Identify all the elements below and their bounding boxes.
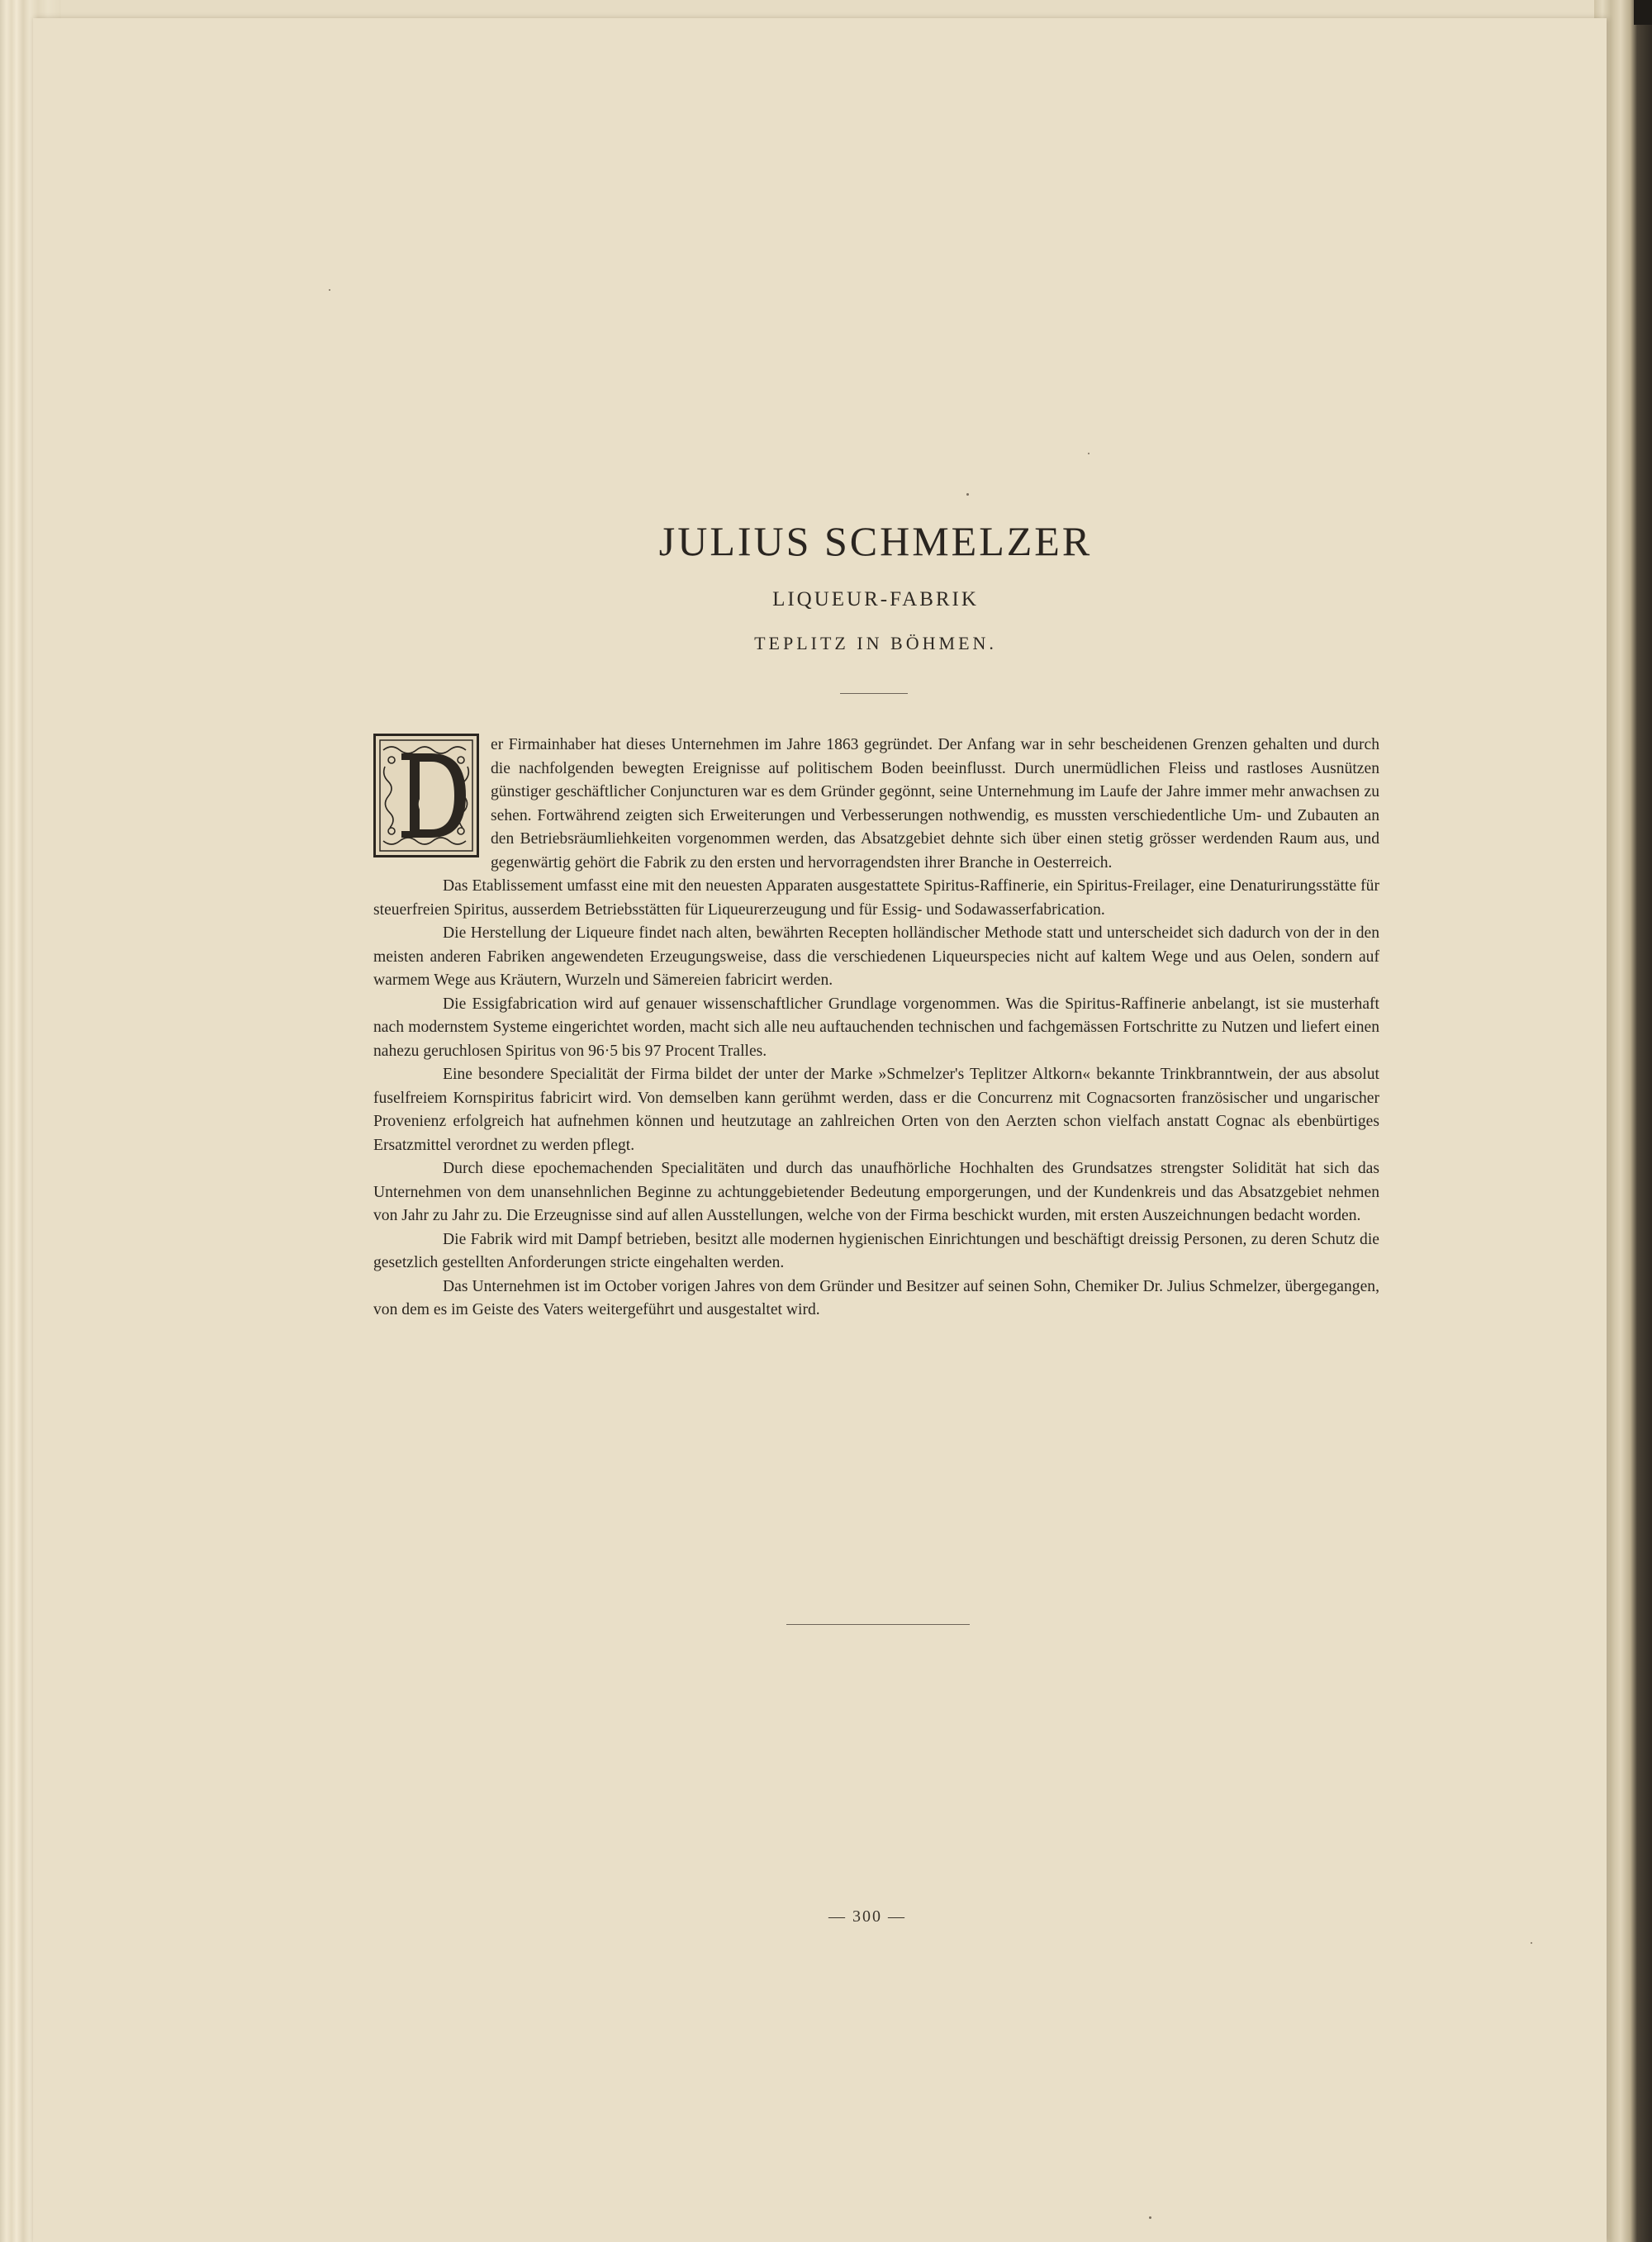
- location-line: TEPLITZ IN BÖHMEN.: [754, 633, 997, 653]
- paragraph-7: Die Fabrik wird mit Dampf betrieben, besitzt alle modernen hygienischen Einrichtungen und beschäftigt dreissig Personen, zu deren Schutz die gesetzlich gestellten Anforderungen stricte eingehalten werden.: [373, 1230, 1379, 1271]
- ornamental-drop-cap-icon: [373, 734, 479, 857]
- paper-speck: [966, 493, 969, 496]
- page-title: JULIUS SCHMELZER: [658, 518, 1093, 564]
- paragraph-5: Eine besondere Specialität der Firma bildet der unter der Marke »Schmelzer's Teplitzer Altkorn« bekannte Trinkbranntwein, der aus absolut fuselfreiem Kornspiritus fabricirt wird. Von demselben kann gerühmt werden, dass er die Concurrenz mit Cognacsorten französischer und ungarischer Provenienz erfolgreich hat aufnehmen können und heutzutage an zahlreichen Orten von den Aerzten schon vielfach anstatt Cognac als ebenbürtiges Ersatzmittel verordnet zu werden pflegt.: [373, 1066, 1379, 1154]
- page-subtitle: LIQUEUR-FABRIK: [772, 588, 979, 610]
- paragraph-2: Das Etablissement umfasst eine mit den neuesten Apparaten ausgestattete Spiritus-Raffinerie, ein Spiritus-Freilager, eine Denaturirungsstätte für steuerfreien Spiritus, ausserdem Betriebsstätten für Liqueurerzeugung und für Essig- und Sodawasserfabrication.: [373, 877, 1379, 919]
- paragraph-4: Die Essigfabrication wird auf genauer wissenschaftlicher Grundlage vorgenommen. Was die Spiritus-Raffinerie anbelangt, ist sie musterhaft nach modernstem Systeme eingerichtet worden, macht sich alle neu auftauchenden technischen und fachgemässen Fortschritte zu Nutzen und liefert einen nahezu geruchlosen Spiritus von 96·5 bis 97 Procent Tralles.: [373, 995, 1379, 1060]
- paragraph-1: er Firmainhaber hat dieses Unternehmen im Jahre 1863 gegründet. Der Anfang war in sehr bescheidenen Grenzen gehalten und durch die nachfolgenden bewegten Ereignisse auf politischem Boden beeinflusst. Durch unermüdlichen Fleiss und rastloses Ausnützen günstiger geschäftlicher Conjuncturen war es dem Gründer gegönnt, seine Unternehmung im Laufe der Jahre immer mehr anwachsen zu sehen. Fortwährend zeigten sich Erweiterungen und Verbesserungen nothwendig, es mussten verschiedentliche Um- und Zubauten an den Betriebsräumliehkeiten vorgenommen werden, das Absatzgebiet dehnte sich über einen stetig grösser werdenden Raum aus, und gegenwärtig gehört die Fabrik zu den ersten und hervorragendsten ihrer Branche in Oesterreich.: [491, 736, 1379, 872]
- paragraph-6: Durch diese epochemachenden Specialitäten und durch das unaufhörliche Hochhalten des Grundsatzes strengster Solidität hat sich das Unternehmen von dem unansehnlichen Beginne zu achtunggebietender Bedeutung emporgerungen, und der Kundenkreis und das Absatzgebiet nehmen von Jahr zu Jahr zu. Die Erzeugnisse sind auf allen Ausstellungen, welche von der Firma beschickt wurden, mit ersten Auszeichnungen bedacht worden.: [373, 1160, 1379, 1224]
- paragraph-3: Die Herstellung der Liqueure findet nach alten, bewährten Recepten holländischer Methode statt und unterscheidet sich dadurch von der in den meisten anderen Fabriken angewendeten Erzeugungsweise, dass die verschiedenen Liqueurspecies nicht auf kaltem Wege und aus Oelen, sondern auf warmem Wege aus Kräutern, Wurzeln und Sämereien fabricirt werden.: [373, 924, 1379, 989]
- paper-speck: [329, 289, 330, 291]
- article-body: [373, 734, 1379, 1323]
- page-number: — 300 —: [828, 1907, 906, 1926]
- paper-speck: [1149, 2216, 1151, 2219]
- paper-speck: [1531, 1942, 1532, 1944]
- paper-speck: [1088, 453, 1089, 454]
- title-divider: [840, 693, 908, 694]
- binding-band: [1634, 0, 1652, 25]
- closing-divider: [786, 1624, 970, 1625]
- paragraph-8: Das Unternehmen ist im October vorigen Jahres von dem Gründer und Besitzer auf seinen Sohn, Chemiker Dr. Julius Schmelzer, übergegangen, von dem es im Geiste des Vaters weitergeführt und ausgestaltet wird.: [373, 1277, 1379, 1318]
